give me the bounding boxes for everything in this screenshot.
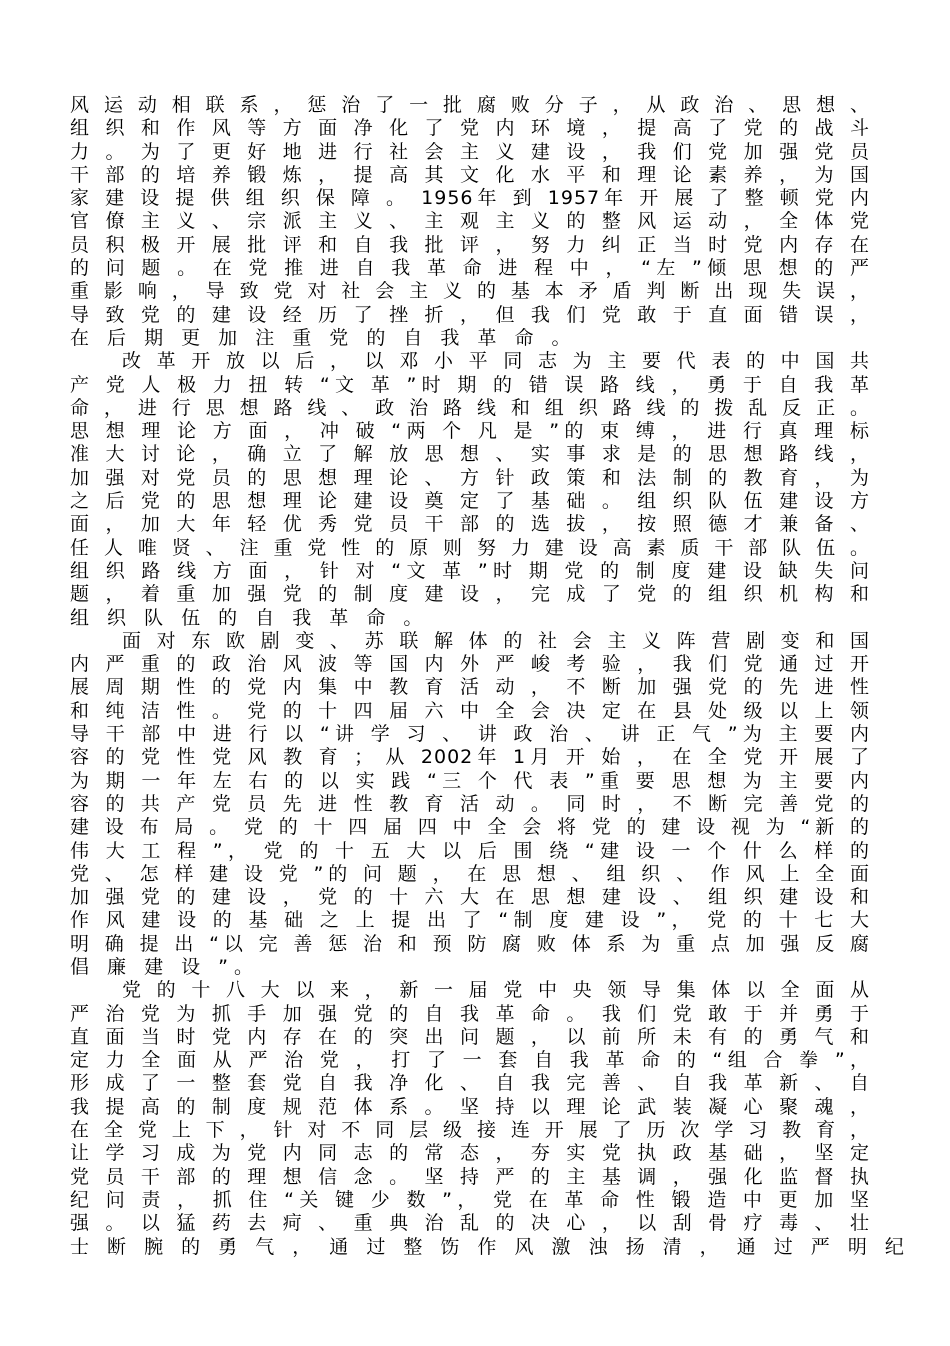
text-line: 明 确 提 出 “以 完 善 惩 治 和 预 防 腐 败 体 系 为 重 点 加 强 反 腐 bbox=[70, 932, 870, 955]
text-line: 在 后 期 更 加 注 重 党 的 自 我 革 命 。 bbox=[70, 326, 577, 349]
text-line: 直 面 当 时 党 内 存 在 的 突 出 问 题 ， 以 前 所 未 有 的 勇 气 和 bbox=[70, 1025, 870, 1048]
text-line: 党 的 十 八 大 以 来 ， 新 一 届 党 中 央 领 导 集 体 以 全 面 从 bbox=[122, 979, 870, 1002]
text-line: 和 纯 洁 性 。 党 的 十 四 届 六 中 全 会 决 定 在 县 处 级 以 上 领 bbox=[70, 699, 870, 722]
text-line: 导 致 党 的 建 设 经 历 了 挫 折 ， 但 我 们 党 敢 于 直 面 错 误 ， bbox=[70, 303, 870, 326]
text-line: 风 运 动 相 联 系 ， 惩 治 了 一 批 腐 败 分 子 ， 从 政 治 、 思 想 、 bbox=[70, 94, 870, 116]
text-line: 士 断 腕 的 勇 气 ， 通 过 整 饬 作 风 激 浊 扬 清 ， 通 过 严 明 纪 bbox=[70, 1235, 910, 1258]
text-line: 干 部 的 培 养 锻 炼 ， 提 高 其 文 化 水 平 和 理 论 素 养 ， 为 国 bbox=[70, 163, 870, 186]
text-line: 伟 大 工 程 ”， 党 的 十 五 大 以 后 围 绕 “建 设 一 个 什 么 样 的 bbox=[70, 839, 870, 862]
text-line: 在 全 党 上 下 ， 针 对 不 同 层 级 接 连 开 展 了 历 次 学 习 教 育 ， bbox=[70, 1119, 870, 1142]
text-line: 组 织 和 作 风 等 方 面 净 化 了 党 内 环 境 ， 提 高 了 党 的 战 斗 bbox=[70, 117, 870, 140]
text-line: 强 。 以 猛 药 去 疴 、 重 典 治 乱 的 决 心 ， 以 刮 骨 疗 毒 、 壮 bbox=[70, 1212, 870, 1235]
text-line: 展 周 期 性 的 党 内 集 中 教 育 活 动 ， 不 断 加 强 党 的 先 进 性 bbox=[70, 676, 870, 699]
text-line: 组 织 路 线 方 面 ， 针 对 “文 革 ”时 期 党 的 制 度 建 设 缺 失 问 bbox=[70, 559, 870, 582]
text-line: 命 ， 进 行 思 想 路 线 、 政 治 路 线 和 组 织 路 线 的 拨 乱 反 正 。 bbox=[70, 396, 870, 419]
text-line: 的 问 题 。 在 党 推 进 自 我 革 命 进 程 中 ， “左 ”倾 思 想 的 严 bbox=[70, 257, 870, 280]
text-line: 题 ， 着 重 加 强 党 的 制 度 建 设 ， 完 成 了 党 的 组 织 机 构 和 bbox=[70, 583, 870, 606]
text-line: 我 提 高 的 制 度 规 范 体 系 。 坚 持 以 理 论 武 装 凝 心 聚 魂 ， bbox=[70, 1095, 870, 1118]
text-line: 员 积 极 开 展 批 评 和 自 我 批 评 ， 努 力 纠 正 当 时 党 内 存 在 bbox=[70, 233, 870, 256]
text-line: 党 、 怎 样 建 设 党 ”的 问 题 ， 在 思 想 、 组 织 、 作 风 上 全 面 bbox=[70, 862, 870, 885]
body-text bbox=[70, 94, 910, 1259]
text-line: 家 建 设 提 供 组 织 保 障 。 1956年 到 1957年 开 展 了 整 顿 党 内 bbox=[70, 187, 870, 210]
text-line: 之 后 党 的 思 想 理 论 建 设 奠 定 了 基 础 。 组 织 队 伍 建 设 方 bbox=[70, 490, 870, 513]
text-line: 导 干 部 中 进 行 以 “讲 学 习 、 讲 政 治 、 讲 正 气 ”为 主 要 内 bbox=[70, 723, 870, 746]
text-line: 组 织 队 伍 的 自 我 革 命 。 bbox=[70, 606, 429, 629]
paragraph bbox=[70, 350, 870, 630]
text-line: 官 僚 主 义 、 宗 派 主 义 、 主 观 主 义 的 整 风 运 动 ， 全 体 党 bbox=[70, 210, 870, 233]
text-line: 加 强 党 的 建 设 ， 党 的 十 六 大 在 思 想 建 设 、 组 织 建 设 和 bbox=[70, 886, 870, 909]
text-line: 内 严 重 的 政 治 风 波 等 国 内 外 严 峻 考 验 ， 我 们 党 通 过 开 bbox=[70, 653, 870, 676]
text-line: 让 学 习 成 为 党 内 同 志 的 常 态 ， 夯 实 党 执 政 基 础 ， 坚 定 bbox=[70, 1142, 870, 1165]
text-line: 产 党 人 极 力 扭 转 “文 革 ”时 期 的 错 误 路 线 ， 勇 于 自 我 革 bbox=[70, 373, 870, 396]
text-line: 纪 问 责 ， 抓 住 “关 键 少 数 ”， 党 在 革 命 性 锻 造 中 更 加 坚 bbox=[70, 1188, 870, 1211]
text-line: 定 力 全 面 从 严 治 党 ， 打 了 一 套 自 我 革 命 的 “组 合 拳 ”， bbox=[70, 1049, 870, 1072]
paragraph bbox=[70, 979, 910, 1259]
text-line: 作 风 建 设 的 基 础 之 上 提 出 了 “制 度 建 设 ”， 党 的 十 七 大 bbox=[70, 909, 870, 932]
text-line: 党 员 干 部 的 理 想 信 念 。 坚 持 严 的 主 基 调 ， 强 化 监 督 执 bbox=[70, 1165, 870, 1188]
text-line: 容 的 党 性 党 风 教 育 ； 从 2002年 1月 开 始 ， 在 全 党 开 展 了 bbox=[70, 746, 870, 769]
text-line: 建 设 布 局 。 党 的 十 四 届 四 中 全 会 将 党 的 建 设 视 为 “新 的 bbox=[70, 816, 870, 839]
text-line: 加 强 对 党 员 的 思 想 理 论 、 方 针 政 策 和 法 制 的 教 育 ， 为 bbox=[70, 466, 870, 489]
text-line: 面 对 东 欧 剧 变 、 苏 联 解 体 的 社 会 主 义 阵 营 剧 变 和 国 bbox=[122, 629, 870, 652]
text-line: 为 期 一 年 左 右 的 以 实 践 “三 个 代 表 ”重 要 思 想 为 主 要 内 bbox=[70, 769, 870, 792]
text-line: 任 人 唯 贤 、 注 重 党 性 的 原 则 努 力 建 设 高 素 质 干 部 队 伍 。 bbox=[70, 536, 870, 559]
text-line: 形 成 了 一 整 套 党 自 我 净 化 、 自 我 完 善 、 自 我 革 新 、 自 bbox=[70, 1072, 870, 1095]
text-line: 倡 廉 建 设 ”。 bbox=[70, 955, 260, 978]
paragraph bbox=[70, 94, 870, 350]
text-line: 严 治 党 为 抓 手 加 强 党 的 自 我 革 命 。 我 们 党 敢 于 并 勇 于 bbox=[70, 1002, 870, 1025]
text-line: 面 ， 加 大 年 轻 优 秀 党 员 干 部 的 选 拔 ， 按 照 德 才 兼 备 、 bbox=[70, 513, 870, 536]
text-line: 力 。 为 了 更 好 地 进 行 社 会 主 义 建 设 ， 我 们 党 加 强 党 员 bbox=[70, 140, 870, 163]
text-line: 重 影 响 ， 导 致 党 对 社 会 主 义 的 基 本 矛 盾 判 断 出 现 失 误 ， bbox=[70, 280, 870, 303]
text-line: 准 大 讨 论 ， 确 立 了 解 放 思 想 、 实 事 求 是 的 思 想 路 线 ， bbox=[70, 443, 870, 466]
text-line: 改 革 开 放 以 后 ， 以 邓 小 平 同 志 为 主 要 代 表 的 中 国 共 bbox=[122, 350, 870, 373]
paragraph bbox=[70, 630, 870, 979]
text-line: 容 的 共 产 党 员 先 进 性 教 育 活 动 。 同 时 ， 不 断 完 善 党 的 bbox=[70, 792, 870, 815]
text-line: 思 想 理 论 方 面 ， 冲 破 “两 个 凡 是 ”的 束 缚 ， 进 行 真 理 标 bbox=[70, 420, 870, 443]
